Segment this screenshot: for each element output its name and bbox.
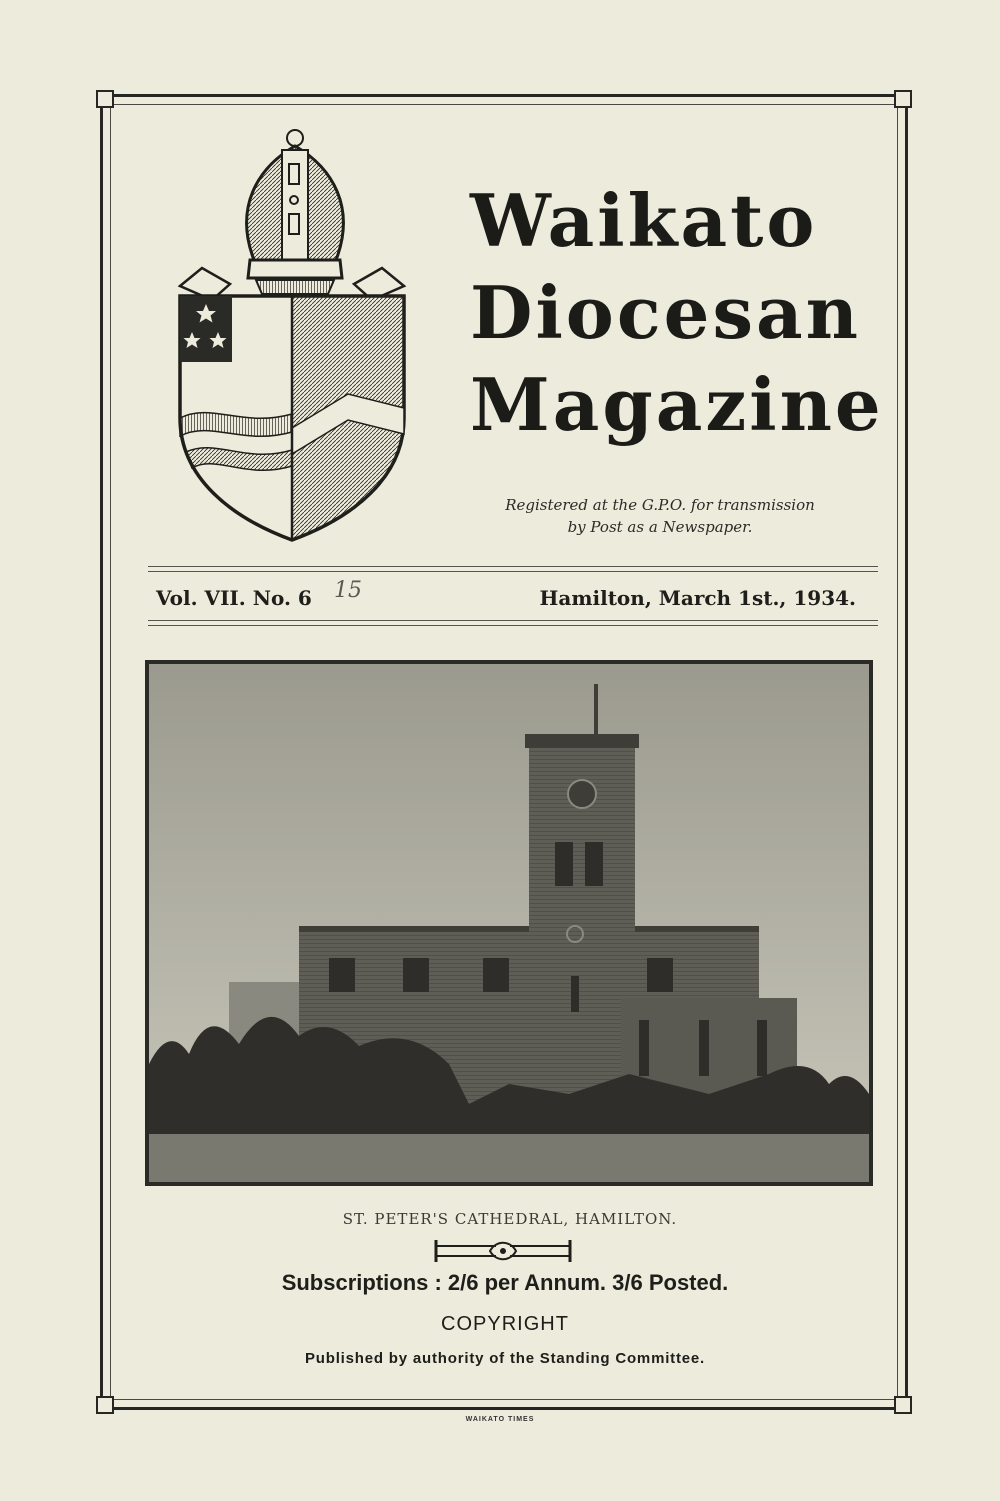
cathedral-photo bbox=[145, 660, 873, 1186]
cathedral-image bbox=[149, 664, 869, 1182]
title-line-1: Waikato bbox=[470, 178, 818, 263]
ornament-divider-icon bbox=[432, 1238, 574, 1264]
registration-line-2: by Post as a Newspaper. bbox=[567, 518, 753, 536]
border-corner-bottom-left bbox=[96, 1396, 114, 1414]
divider-top bbox=[148, 566, 878, 567]
divider-top-2 bbox=[148, 571, 878, 572]
divider-bottom-2 bbox=[148, 625, 878, 626]
border-corner-top-right bbox=[894, 90, 912, 108]
title-line-3: Magazine bbox=[470, 362, 884, 447]
border-corner-top-left bbox=[96, 90, 114, 108]
registration-notice bbox=[440, 494, 880, 538]
publication-authority: Published by authority of the Standing Committee. bbox=[304, 1350, 706, 1367]
subscription-rates: Subscriptions : 2/6 per Annum. 3/6 Posted. bbox=[281, 1270, 729, 1295]
volume-number: Vol. VII. No. 6 bbox=[156, 586, 312, 610]
handwritten-note: 15 bbox=[334, 578, 362, 603]
magazine-title bbox=[470, 175, 884, 451]
divider-bottom bbox=[148, 620, 878, 621]
title-line-2: Diocesan bbox=[470, 270, 861, 355]
copyright-notice: COPYRIGHT bbox=[441, 1313, 569, 1335]
coat-of-arms-shield-icon bbox=[180, 296, 404, 540]
issue-info bbox=[156, 578, 856, 614]
border-corner-bottom-right bbox=[894, 1396, 912, 1414]
mitre-icon bbox=[247, 130, 344, 294]
printer-imprint: WAIKATO TIMES bbox=[465, 1416, 535, 1423]
issue-date: Hamilton, March 1st., 1934. bbox=[539, 586, 856, 610]
registration-line-1: Registered at the G.P.O. for transmission bbox=[505, 496, 815, 514]
photo-caption: ST. PETER'S CATHEDRAL, HAMILTON. bbox=[342, 1210, 678, 1228]
diocesan-crest-icon bbox=[172, 128, 412, 548]
